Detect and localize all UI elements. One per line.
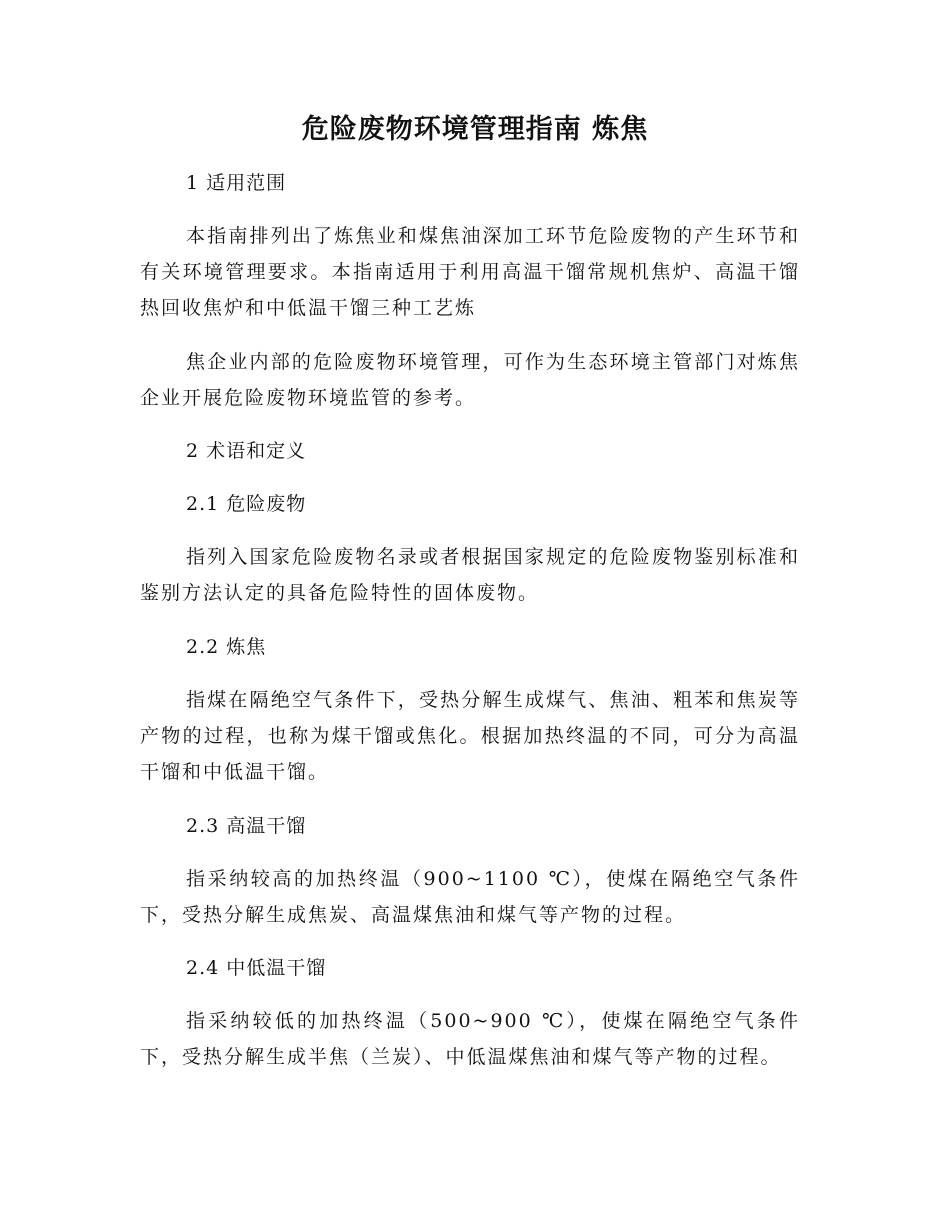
definition-text-high-temp: 指采纳较高的加热终温（900~1100 ℃），使煤在隔绝空气条件下，受热分解生成焦炭、高温煤焦油和煤气等产物的过程。 [140, 868, 800, 926]
definition-heading-coking: 2.2 炼焦 [186, 636, 267, 658]
definition-heading-mid-low-temp: 2.4 中低温干馏 [186, 957, 327, 979]
paragraph-scope-1: 本指南排列出了炼焦业和煤焦油深加工环节危险废物的产生环节和有关环境管理要求。本指南适用于利用高温干馏常规机焦炉、高温干馏热回收焦炉和中低温干馏三种工艺炼 [140, 225, 800, 319]
paragraph-scope-2: 焦企业内部的危险废物环境管理，可作为生态环境主管部门对炼焦企业开展危险废物环境监管的参考。 [140, 351, 800, 409]
definition-text-hazardous-waste: 指列入国家危险废物名录或者根据国家规定的危险废物鉴别标准和鉴别方法认定的具备危险特性的固体废物。 [140, 546, 800, 604]
definition-text-mid-low-temp: 指采纳较低的加热终温（500~900 ℃），使煤在隔绝空气条件下，受热分解生成半焦（兰炭）、中低温煤焦油和煤气等产物的过程。 [140, 1010, 800, 1068]
section-heading-terms: 2 术语和定义 [186, 440, 307, 462]
definition-heading-high-temp: 2.3 高温干馏 [186, 815, 307, 837]
definition-heading-hazardous-waste: 2.1 危险废物 [186, 493, 307, 515]
section-heading-scope: 1 适用范围 [186, 172, 287, 194]
definition-text-coking: 指煤在隔绝空气条件下，受热分解生成煤气、焦油、粗苯和焦炭等产物的过程，也称为煤干馏或焦化。根据加热终温的不同，可分为高温干馏和中低温干馏。 [140, 689, 800, 783]
document-title: 危险废物环境管理指南 炼焦 [301, 114, 649, 145]
